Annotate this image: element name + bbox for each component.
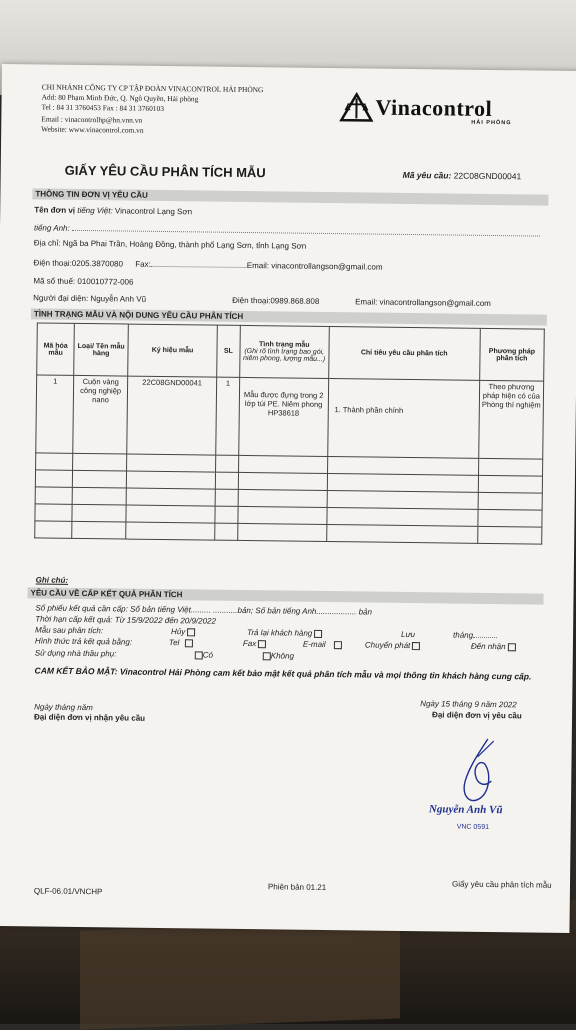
- unit-rep-email-group: [355, 297, 491, 309]
- pickup-label: Đến nhận: [471, 642, 506, 651]
- cell-qty: 1: [216, 377, 240, 455]
- company-email: Email : vinacontrolhp@hn.vnn.vn: [41, 114, 142, 125]
- request-number-value: 22C08GND00041: [454, 171, 522, 182]
- unit-phone: 0205.3870080: [72, 259, 123, 269]
- page-title: GIẤY YÊU CẦU PHÂN TÍCH MẪU: [65, 163, 266, 180]
- subcontractor-label: Sử dụng nhà thầu phụ:: [35, 648, 117, 658]
- unit-rep-phone-group: [232, 296, 319, 307]
- unit-rep-label: Người đại diện:: [33, 293, 88, 303]
- unit-rep: Nguyễn Anh Vũ: [90, 294, 146, 304]
- header-criteria: Chỉ tiêu yêu cầu phân tích: [328, 327, 480, 381]
- deadline-from: 15/9/2022: [127, 616, 163, 625]
- right-sign-role: Đại diện đơn vị yêu cầu: [432, 710, 522, 721]
- unit-name-en-row: [34, 222, 546, 239]
- unit-fax-label: Fax:: [135, 260, 151, 269]
- scale-icon: [339, 92, 373, 122]
- after-label: Mẫu sau phân tích:: [35, 625, 103, 635]
- tel-checkbox[interactable]: [185, 639, 193, 647]
- tel-label: Tel: [169, 638, 179, 647]
- section-sample-status: TÌNH TRẠNG MẪU VÀ NỘI DUNG YÊU CẦU PHÂN TÍCH: [31, 308, 547, 325]
- table-cell: [478, 509, 542, 527]
- unit-rep-email: vinacontrollangson@gmail.com: [380, 298, 491, 308]
- cell-code: 1: [36, 375, 74, 453]
- table-cell: [477, 526, 541, 544]
- table-cell: [238, 489, 327, 507]
- unit-rep-phone-label: Điện thoại:: [232, 296, 270, 305]
- table-cell: [478, 458, 542, 476]
- header-name: Loại/ Tên mẫu hàng: [74, 323, 128, 376]
- unit-phone-label: Điện thoại:: [34, 258, 72, 267]
- table-cell: [327, 457, 478, 476]
- unit-name-row: [34, 205, 192, 217]
- confidentiality-commitment: CAM KẾT BẢO MẬT: Vinacontrol Hải Phòng cam kết bảo mật kết quả phân tích mẫu và mọi thông tin khách hàng cung cấp.: [35, 664, 545, 683]
- header-status-note: (Ghi rõ tình trạng bao gói, niêm phong, lượng mẫu...): [242, 348, 326, 363]
- email-checkbox[interactable]: [334, 641, 342, 649]
- signer-name: Nguyễn Anh Vũ: [429, 803, 503, 816]
- fax-label: Fax: [243, 639, 256, 648]
- table-cell: [215, 506, 238, 523]
- unit-address-row: [34, 238, 307, 251]
- cell-method: Theo phương pháp hiện có của Phòng thí nghiệm: [478, 380, 543, 459]
- courier-option[interactable]: [365, 640, 420, 651]
- pickup-checkbox[interactable]: [508, 643, 516, 651]
- table-cell: [238, 455, 327, 473]
- unit-name-en-label: tiếng Anh:: [34, 223, 70, 232]
- deadline-to-label: đến: [165, 616, 178, 625]
- cell-symbol: 22C08GND00041: [127, 376, 217, 455]
- left-sign-date: Ngày tháng năm: [34, 702, 93, 713]
- cell-status: Mẫu được đựng trong 2 lớp túi PE. Niêm phong HP38618: [238, 377, 328, 456]
- tel-option[interactable]: [169, 638, 194, 648]
- return-option[interactable]: [247, 628, 322, 639]
- table-cell: [237, 523, 326, 541]
- months-dots: [473, 637, 497, 638]
- header-qty: SL: [217, 325, 240, 377]
- courier-label: Chuyển phát: [365, 640, 410, 650]
- notes-label: Ghi chú:: [36, 575, 69, 585]
- background-board: [80, 919, 400, 1029]
- table-cell: [35, 470, 72, 487]
- deadline-to: 20/9/2022: [180, 616, 216, 625]
- table-cell: [215, 523, 238, 540]
- header-code: Mã hóa mẫu: [37, 323, 75, 375]
- left-sign-role: Đại diện đơn vị nhận yêu cầu: [34, 712, 145, 723]
- email-label: E-mail: [303, 640, 326, 649]
- section-unit-info: THÔNG TIN ĐƠN VỊ YÊU CẦU: [32, 188, 548, 205]
- sample-table: [34, 322, 545, 544]
- table-cell: [478, 475, 542, 493]
- table-cell: [126, 488, 215, 506]
- table-cell: [127, 454, 216, 472]
- unit-email-label: Email:: [247, 261, 269, 270]
- document-page: [0, 64, 576, 933]
- table-cell: [327, 491, 478, 510]
- unit-email: vinacontrollangson@gmail.com: [271, 261, 382, 271]
- result-copies: Số phiếu kết quả cần cấp: Số bản tiếng Việt......... ...........bản; Số bản tiếng Anh.................. bản: [35, 603, 372, 617]
- company-branch: CHI NHÁNH CÔNG TY CP TẬP ĐOÀN VINACONTROL HẢI PHÒNG: [42, 82, 264, 95]
- table-cell: [238, 472, 327, 490]
- keep-label: Lưu: [401, 630, 415, 640]
- footer-doc-name: Giấy yêu cầu phân tích mẫu: [452, 880, 552, 891]
- table-cell: [215, 489, 238, 506]
- section-result-request: YÊU CẦU VỀ CẤP KẾT QUẢ PHÂN TÍCH: [27, 587, 543, 604]
- unit-name-label: Tên đơn vị: [34, 205, 75, 214]
- unit-name-vi: Vinacontrol Lạng Sơn: [115, 206, 192, 216]
- unit-fax-field: [151, 259, 247, 268]
- table-cell: [73, 453, 127, 471]
- header-symbol: Ký hiệu mẫu: [128, 324, 218, 377]
- table-cell: [126, 522, 215, 540]
- cell-criteria: 1. Thành phần chính: [327, 379, 479, 459]
- header-status: [239, 325, 329, 378]
- months-field[interactable]: [453, 631, 497, 642]
- destroy-checkbox[interactable]: [187, 628, 195, 636]
- no-checkbox[interactable]: [263, 652, 271, 660]
- logo-subtitle: HẢI PHÒNG: [471, 120, 511, 126]
- footer-form-code: QLF-06.01/VNCHP: [34, 886, 103, 897]
- header-method: Phương pháp phân tích: [479, 328, 544, 381]
- return-label: Trả lại khách hàng: [247, 628, 312, 638]
- courier-checkbox[interactable]: [412, 642, 420, 650]
- table-cell: [35, 487, 72, 504]
- table-cell: [72, 504, 126, 522]
- table-cell: [326, 525, 477, 544]
- yes-option[interactable]: [195, 650, 213, 660]
- table-cell: [73, 470, 127, 488]
- destroy-option[interactable]: [171, 627, 195, 637]
- request-number: [403, 170, 522, 181]
- unit-address-label: Địa chỉ:: [34, 238, 61, 247]
- request-number-label: Mã yêu cầu:: [403, 170, 452, 181]
- unit-rep-row: [33, 293, 549, 309]
- unit-address: Ngã ba Phai Trần, Hoàng Đồng, thành phố Lạng Sơn, tỉnh Lạng Sơn: [63, 239, 307, 251]
- signer-code: VNC 0591: [457, 824, 489, 831]
- table-cell: [216, 455, 239, 472]
- table-cell: [327, 508, 478, 527]
- cell-name: Cuộn vàng công nghiệp nano: [73, 375, 128, 454]
- unit-rep-phone: 0989.868.808: [270, 296, 319, 306]
- company-tel-fax: Tel : 84 31 3760453 Fax : 84 31 3760103: [41, 102, 164, 113]
- unit-tax-row: [33, 276, 133, 287]
- email-option[interactable]: [303, 640, 342, 650]
- table-cell: [215, 472, 238, 489]
- table-cell: [327, 474, 478, 493]
- table-cell: [35, 504, 72, 521]
- pickup-option[interactable]: [471, 642, 516, 653]
- unit-name-en-field: [72, 223, 540, 237]
- table-cell: [35, 521, 72, 538]
- table-cell: [126, 505, 215, 523]
- unit-tax-label: Mã số thuế:: [33, 276, 75, 286]
- header-status-title: Tình trạng mẫu: [242, 341, 326, 349]
- company-website: Website: www.vinacontrol.com.vn: [41, 124, 143, 135]
- company-address: Add: 80 Phạm Minh Đức, Q. Ngô Quyền, Hải phòng: [42, 92, 199, 104]
- right-sign-date: Ngày 15 tháng 9 năm 2022: [420, 699, 517, 710]
- yes-label: Có: [203, 650, 213, 659]
- table-cell: [478, 492, 542, 510]
- unit-rep-email-label: Email:: [355, 297, 377, 306]
- table-row: [36, 375, 544, 459]
- deadline-label: Thời hạn cấp kết quả: Từ: [35, 614, 125, 624]
- table-cell: [72, 487, 126, 505]
- yes-checkbox[interactable]: [195, 651, 203, 659]
- no-option[interactable]: [263, 651, 294, 661]
- result-method-label: Hình thức trả kết quả bằng:: [35, 636, 132, 646]
- unit-tax: 010010772-006: [77, 277, 133, 287]
- table-cell: [36, 453, 73, 470]
- table-cell: [72, 521, 126, 539]
- destroy-label: Hủy: [171, 627, 185, 636]
- table-header-row: [37, 323, 545, 381]
- table-cell: [126, 471, 215, 489]
- months-label: tháng: [453, 631, 473, 640]
- return-checkbox[interactable]: [314, 630, 322, 638]
- logo-text: Vinacontrol: [375, 95, 492, 122]
- fax-checkbox[interactable]: [258, 640, 266, 648]
- unit-phone-row: [34, 257, 546, 274]
- fax-option[interactable]: [243, 639, 266, 649]
- vinacontrol-logo: [339, 92, 539, 134]
- footer-version: Phiên bản 01.21: [268, 882, 326, 893]
- no-label: Không: [271, 651, 294, 660]
- unit-name-vi-label: tiếng Việt:: [77, 206, 113, 215]
- table-cell: [238, 506, 327, 524]
